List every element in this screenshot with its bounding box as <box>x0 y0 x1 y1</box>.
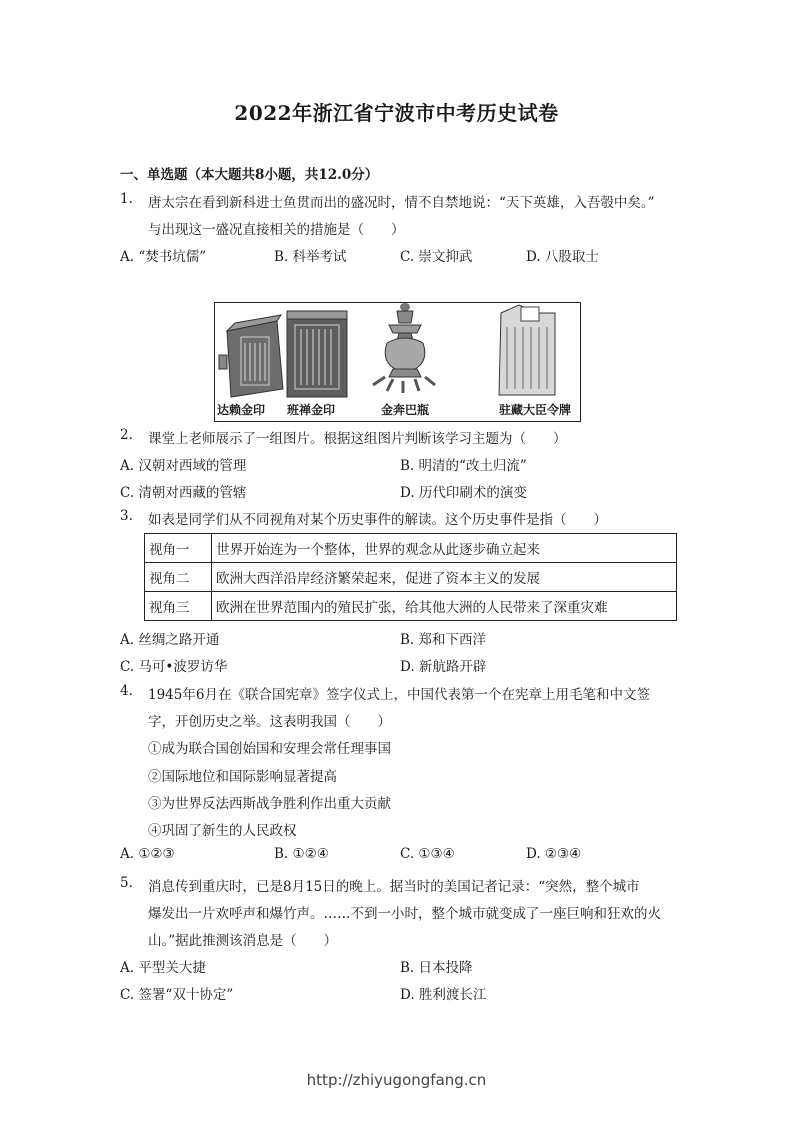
table-cell: 世界开始连为一个整体，世界的观念从此逐步确立起来 <box>212 534 677 563</box>
perspective-table <box>144 533 677 621</box>
option-a: A. “焚书坑儒” <box>120 249 207 265</box>
footer-url[interactable]: http://zhiyugongfang.cn <box>306 1071 487 1089</box>
option-c: C. 崇文抑武 <box>400 249 473 265</box>
question-text: 消息传到重庆时，已是8月15日的晚上。据当时的美国记者记录：“突然，整个城市 <box>148 879 640 895</box>
option-b: B. 科举考试 <box>274 249 347 265</box>
option-a: A. 丝绸之路开通 <box>120 632 220 648</box>
table-cell: 欧洲在世界范围内的殖民扩张，给其他大洲的人民带来了深重灾难 <box>212 592 677 621</box>
option-a: A. ①②③ <box>120 846 175 862</box>
question-number: 1. <box>120 191 133 207</box>
option-d: D. ②③④ <box>526 846 582 862</box>
table-row <box>145 563 677 592</box>
option-a: A. 汉朝对西域的管理 <box>120 458 247 474</box>
page-title: 2022年浙江省宁波市中考历史试卷 <box>234 101 559 125</box>
option-b: B. ①②④ <box>274 846 329 862</box>
question-text: 山。”据此推测该消息是（ ） <box>148 933 338 949</box>
question-text: 课堂上老师展示了一组图片。根据这组图片判断该学习主题为（ ） <box>148 431 567 447</box>
statement-item: ①成为联合国创始国和安理会常任理事国 <box>148 741 391 757</box>
panchen-seal-image <box>287 311 347 397</box>
option-b: B. 郑和下西洋 <box>400 632 487 648</box>
option-c: C. ①③④ <box>400 846 455 862</box>
question-number: 2. <box>120 427 133 443</box>
option-a: A. 平型关大捷 <box>120 960 206 976</box>
question-text: 爆发出一片欢呼声和爆竹声。……不到一小时，整个城市就变成了一座巨响和狂欢的火 <box>148 906 661 922</box>
option-c: C. 清朝对西藏的管辖 <box>120 485 247 501</box>
statement-item: ③为世界反法西斯战争胜利作出重大贡献 <box>148 796 391 812</box>
artifact-illustration <box>215 303 579 399</box>
artifact-figure <box>214 302 581 422</box>
question-text: 1945年6月在《联合国宪章》签字仪式上，中国代表第一个在宪章上用毛笔和中文签 <box>148 687 650 703</box>
question-text: 字，开创历史之举。这表明我国（ ） <box>148 714 391 730</box>
statement-item: ④巩固了新生的人民政权 <box>148 823 297 839</box>
option-c: C. 签署“双十协定” <box>120 987 234 1003</box>
figure-caption: 驻藏大臣令牌 <box>499 403 572 417</box>
question-text: 唐太宗在看到新科进士鱼贯而出的盛况时，情不自禁地说：“天下英雄，入吾彀中矣。” <box>148 195 655 211</box>
table-cell: 视角二 <box>145 563 212 592</box>
table-cell: 欧洲大西洋沿岸经济繁荣起来，促进了资本主义的发展 <box>212 563 677 592</box>
option-d: D. 新航路开辟 <box>400 659 487 675</box>
option-b: B. 日本投降 <box>400 960 473 976</box>
section-heading: 一、单选题（本大题共8小题，共12.0分） <box>120 167 379 183</box>
figure-caption: 金奔巴瓶 <box>381 403 430 417</box>
table-row <box>145 592 677 621</box>
dalai-seal-image <box>219 315 283 397</box>
question-number: 5. <box>120 875 133 891</box>
table-cell: 视角一 <box>145 534 212 563</box>
table-row <box>145 534 677 563</box>
option-c: C. 马可•波罗访华 <box>120 659 228 675</box>
golden-urn-image <box>373 303 435 393</box>
option-b: B. 明清的“改土归流” <box>400 458 527 474</box>
table-cell: 视角三 <box>145 592 212 621</box>
option-d: D. 历代印刷术的演变 <box>400 485 527 501</box>
option-d: D. 胜利渡长江 <box>400 987 487 1003</box>
option-d: D. 八股取士 <box>526 249 599 265</box>
figure-caption: 达赖金印 <box>217 403 266 417</box>
question-text: 如表是同学们从不同视角对某个历史事件的解读。这个历史事件是指（ ） <box>148 512 607 528</box>
figure-caption: 班禅金印 <box>287 403 336 417</box>
question-number: 3. <box>120 508 133 524</box>
command-tablet-image <box>499 305 555 395</box>
question-text: 与出现这一盛况直接相关的措施是（ ） <box>148 222 405 238</box>
question-number: 4. <box>120 683 133 699</box>
statement-item: ②国际地位和国际影响显著提高 <box>148 769 337 785</box>
